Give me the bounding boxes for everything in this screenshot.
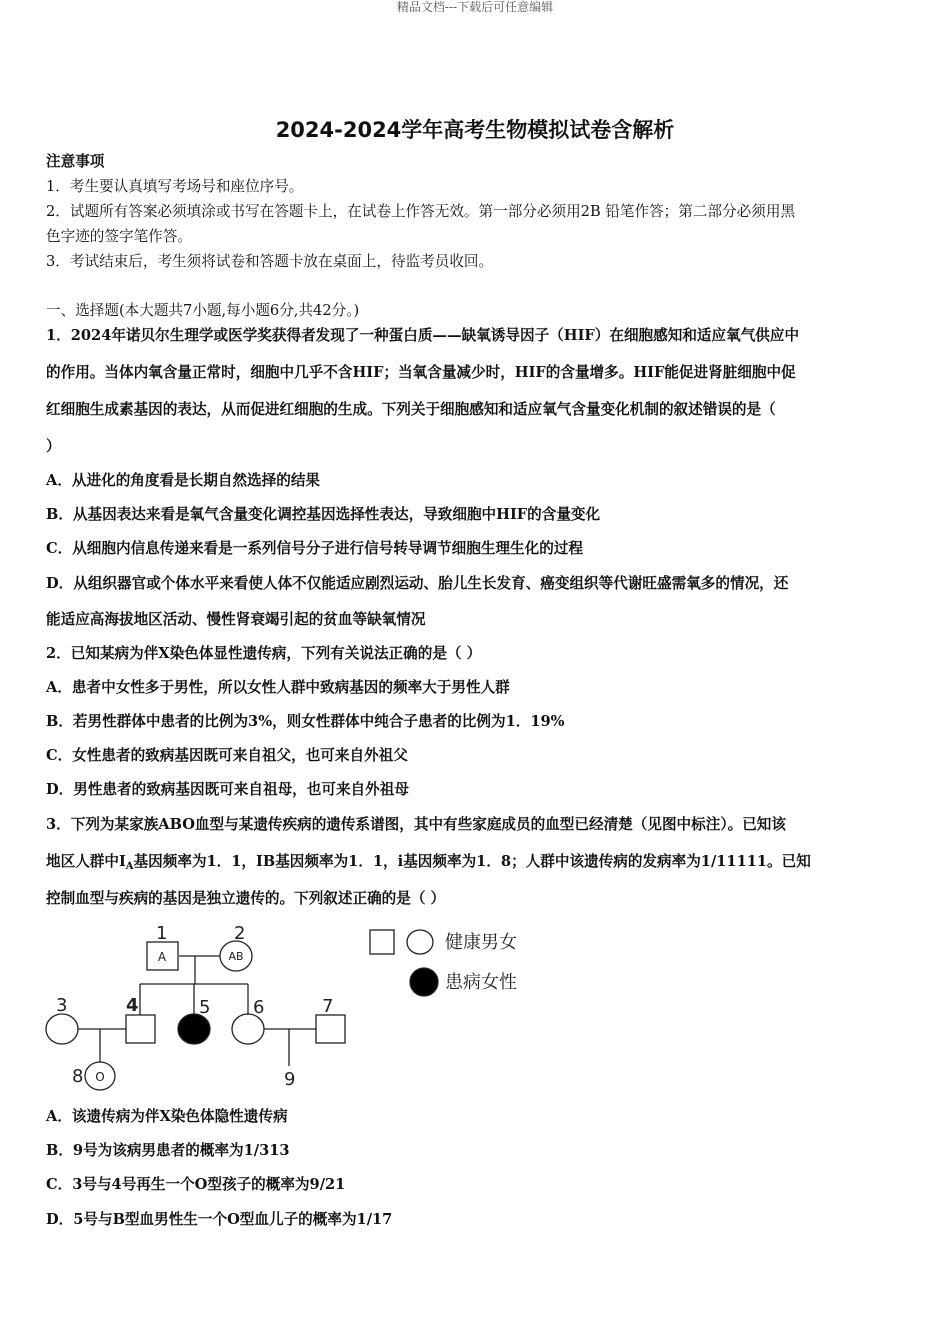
q2-option-a: A．患者中女性多于男性，所以女性人群中致病基因的频率大于男性人群	[46, 679, 510, 696]
q2-stem: 2．已知某病为伴X染色体显性遗传病，下列有关说法正确的是（ ）	[46, 645, 482, 662]
notice-item: 3．考试结束后，考生须将试卷和答题卡放在桌面上，待监考员收回。	[46, 253, 494, 270]
q2-option-d: D．男性患者的致病基因既可来自祖母，也可来自外祖母	[46, 781, 409, 798]
label-4: 4	[126, 995, 139, 1016]
q1-option-b: B．从基因表达来看是氧气含量变化调控基因选择性表达，导致细胞中HIF的含量变化	[46, 506, 601, 523]
q2-option-c: C．女性患者的致病基因既可来自祖父，也可来自外祖父	[46, 747, 408, 764]
q3-stem-line: 3．下列为某家族ABO血型与某遗传疾病的遗传系谱图，其中有些家庭成员的血型已经清楚（见图中标注）。已知该	[46, 816, 786, 833]
label-5: 5	[199, 997, 211, 1018]
legend-healthy-female-symbol	[407, 930, 433, 954]
label-7: 7	[322, 996, 334, 1017]
label-2: 2	[234, 923, 246, 944]
q2-option-b: B．若男性群体中患者的比例为3%，则女性群体中纯合子患者的比例为1．19%	[46, 713, 565, 730]
q3-option-c: C．3号与4号再生一个O型孩子的概率为9/21	[46, 1176, 346, 1193]
q1-option-c: C．从细胞内信息传递来看是一系列信号分子进行信号转导调节细胞生理生化的过程	[46, 540, 583, 557]
legend-healthy-male-symbol	[370, 930, 394, 954]
individual-5-affected-female	[178, 1014, 210, 1044]
q1-option-d: D．从组织器官或个体水平来看使人体不仅能适应剧烈运动、胎儿生长发育、癌变组织等代谢旺盛需氧多的情况，还	[46, 575, 789, 592]
pedigree-diagram	[40, 918, 560, 1098]
label-9: 9	[284, 1069, 296, 1090]
q3-option-d: D．5号与B型血男性生一个O型血儿子的概率为1/17	[46, 1211, 393, 1228]
page-title: 2024-2024学年高考生物模拟试卷含解析	[275, 118, 675, 142]
legend-healthy-label: 健康男女	[445, 932, 517, 953]
notice-item: 1．考生要认真填写考场号和座位序号。	[46, 178, 304, 195]
q3-option-a: A．该遗传病为伴X染色体隐性遗传病	[46, 1108, 288, 1125]
label-8: 8	[72, 1066, 84, 1087]
blood-type-2: AB	[228, 950, 244, 963]
q3-stem-line: 控制血型与疾病的基因是独立遗传的。下列叙述正确的是（ ）	[46, 890, 446, 907]
label-1: 1	[156, 923, 168, 944]
legend-affected-female-symbol	[410, 968, 438, 996]
q3-stem-line: 地区人群中$I_A$基因频率为1．1，IB基因频率为1．1，i基因频率为1．8；人群中该遗传病的发病率为1/11111。已知	[46, 853, 811, 872]
individual-3-female	[46, 1014, 78, 1044]
individual-6-female	[232, 1014, 264, 1044]
notice-item: 2．试题所有答案必须填涂或书写在答题卡上，在试卷上作答无效。第一部分必须用2B 铅笔作答；第二部分必须用黑	[46, 203, 796, 220]
q1-option-a: A．从进化的角度看是长期自然选择的结果	[46, 472, 321, 489]
legend-affected-label: 患病女性	[445, 972, 517, 993]
q1-stem-line: 红细胞生成素基因的表达，从而促进红细胞的生成。下列关于细胞感知和适应氧气含量变化机制的叙述错误的是（	[46, 401, 776, 418]
blood-type-8: O	[95, 1070, 105, 1084]
blood-type-1: A	[157, 950, 167, 964]
q1-option-d-cont: 能适应高海拔地区活动、慢性肾衰竭引起的贫血等缺氧情况	[46, 611, 426, 628]
notice-heading: 注意事项	[46, 153, 105, 170]
page-header: 精品文档---下载后可任意编辑	[396, 0, 554, 14]
section-heading: 一、选择题(本大题共7小题,每小题6分,共42分。)	[46, 302, 360, 319]
q1-stem-line: 1．2024年诺贝尔生理学或医学奖获得者发现了一种蛋白质——缺氧诱导因子（HIF）在细胞感知和适应氧气供应中	[46, 327, 800, 344]
q3-option-b: B．9号为该病男患者的概率为1/313	[46, 1142, 290, 1159]
q1-stem-line: 的作用。当体内氧含量正常时，细胞中几乎不含HIF；当氧含量减少时，HIF的含量增多。HIF能促进肾脏细胞中促	[46, 364, 796, 381]
label-3: 3	[56, 995, 68, 1016]
individual-4-male	[126, 1015, 155, 1043]
notice-item: 色字迹的签字笔作答。	[46, 228, 192, 245]
label-6: 6	[253, 997, 265, 1018]
q1-stem-line: ）	[46, 438, 61, 455]
individual-7-male	[316, 1015, 345, 1043]
